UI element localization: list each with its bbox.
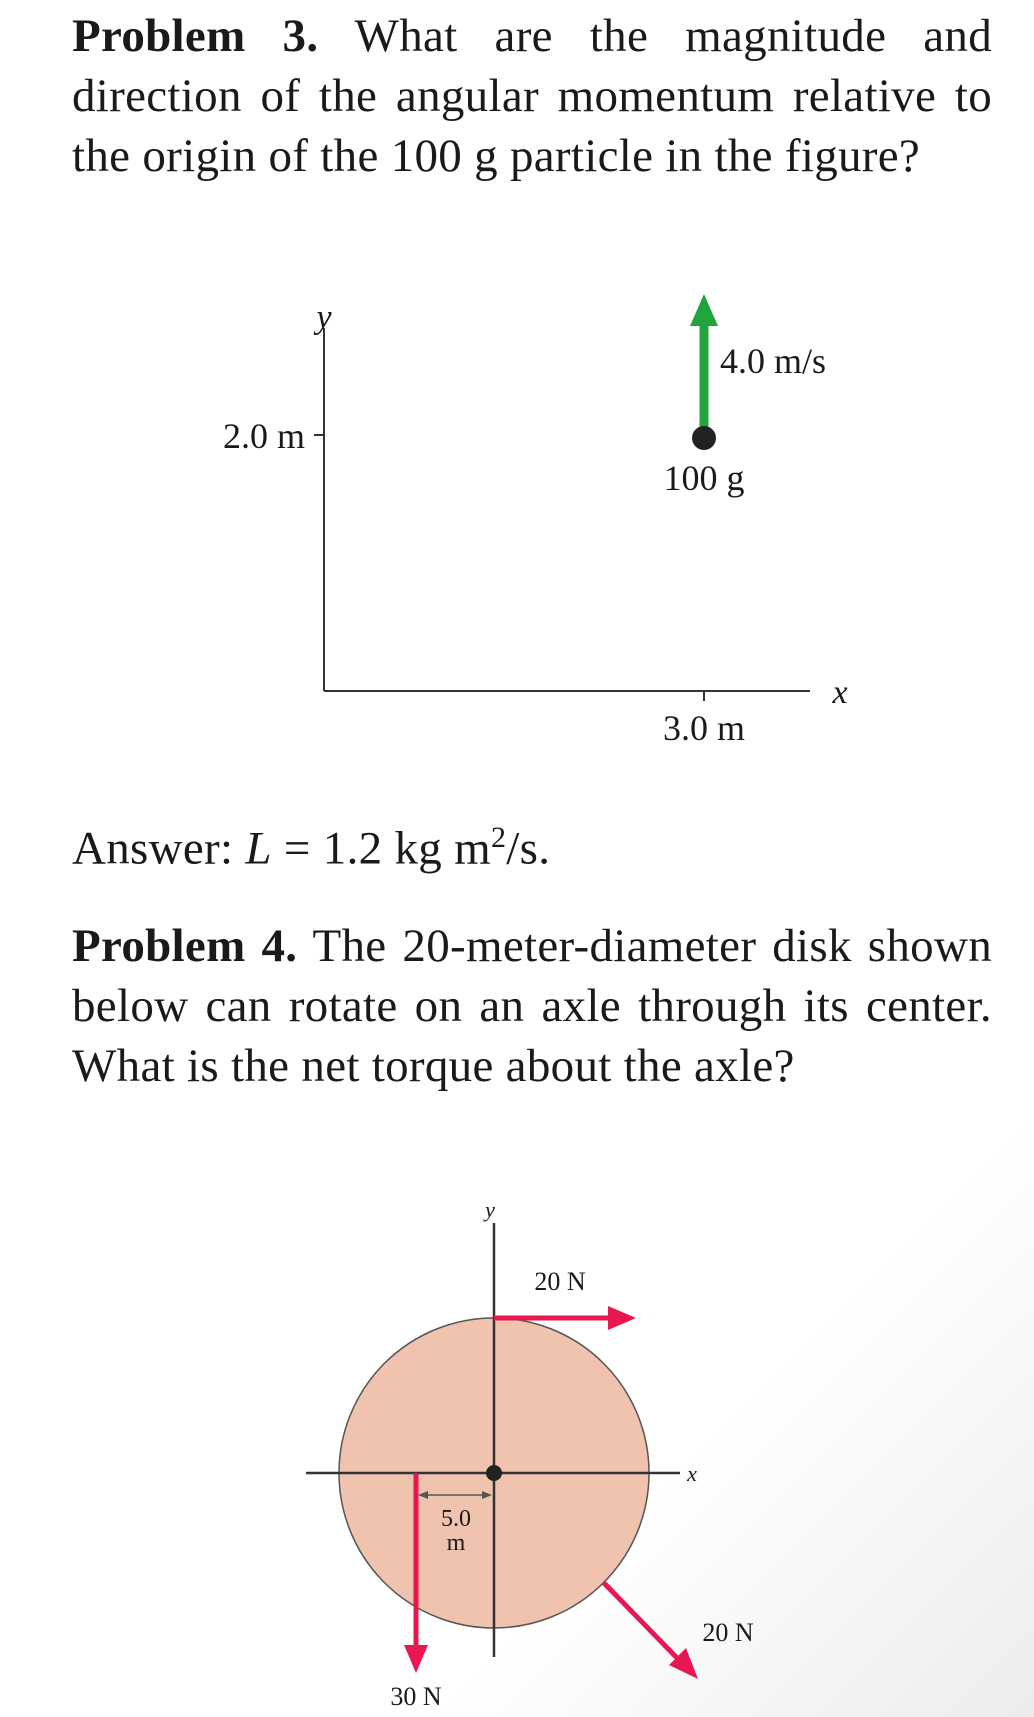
- top-force-head: [608, 1306, 636, 1330]
- answer-prefix: Answer:: [72, 822, 246, 875]
- problem-4-body: The 20-meter-diameter disk shown below can rotate on an axle through its center. What is the net torque about the axle?: [72, 920, 993, 1092]
- y-axis-label: y: [316, 299, 332, 336]
- answer-variable: L: [245, 822, 272, 875]
- problem-3-text: [72, 6, 992, 186]
- problem-4-lead: Problem 4.: [72, 920, 298, 972]
- answer-value: = 1.2 kg m: [271, 822, 491, 875]
- answer-line: [72, 808, 550, 879]
- y-tick-label: 2.0 m: [222, 416, 305, 456]
- mass-label: 100 g: [663, 458, 745, 498]
- y-axis-label: y: [485, 1197, 495, 1222]
- problem-4-text: [72, 916, 992, 1096]
- particle-dot: [692, 426, 716, 450]
- problem-3-figure: [0, 280, 1034, 760]
- diagonal-force-shaft: [604, 1583, 680, 1661]
- problem-3-body: What are the magnitude and direction of the angular momentum relative to the origin of the 100 g particle in the figure?: [72, 10, 992, 182]
- diagonal-force-label: 20 N: [702, 1618, 754, 1647]
- x-tick-label: 3.0 m: [662, 708, 746, 748]
- offset-label-unit: m: [446, 1530, 466, 1556]
- problem-3-lead: Problem 3.: [72, 10, 319, 62]
- left-force-head: [404, 1645, 428, 1673]
- offset-label-value: 5.0: [441, 1506, 471, 1532]
- x-axis-label: x: [687, 1461, 697, 1486]
- velocity-arrow-head: [690, 294, 718, 326]
- left-force-label: 30 N: [390, 1682, 442, 1711]
- axle-dot: [486, 1465, 502, 1481]
- velocity-label: 4.0 m/s: [720, 341, 827, 381]
- problem-4-figure: [0, 1195, 1034, 1711]
- answer-suffix: /s.: [506, 822, 551, 875]
- answer-exponent: 2: [490, 821, 507, 854]
- x-axis-label: x: [832, 674, 848, 711]
- top-force-label: 20 N: [534, 1267, 586, 1296]
